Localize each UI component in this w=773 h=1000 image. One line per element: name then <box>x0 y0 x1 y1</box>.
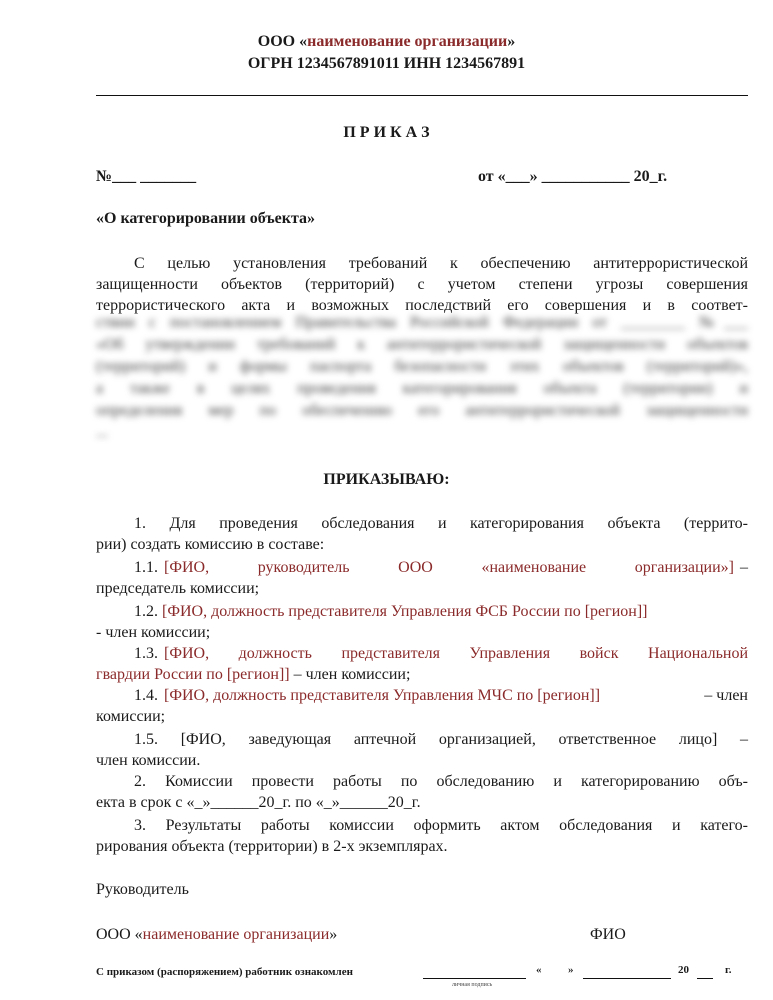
document-title: П Р И К А З <box>343 124 430 141</box>
item-line: 3. Результаты работы комиссии оформить актом обследования и катего- <box>134 817 748 834</box>
member-placeholder: [ФИО, должность представителя Управления ФСБ России по [регион]] <box>162 603 648 620</box>
signatory-organization: ООО «наименование организации» <box>96 926 338 943</box>
item-line: 2. Комиссии провести работы по обследованию и категорированию объ- <box>134 773 748 790</box>
year-suffix: г. <box>725 964 732 976</box>
member-1-1: 1.1. [ФИО, руководитель ООО «наименование организации»] – <box>134 557 748 579</box>
item-line: рии) создать комиссию в составе: <box>96 536 325 553</box>
signature-caption: личная подпись <box>452 982 493 988</box>
item-line: екта в срок с «_»______20_г. по «_»______20_г. <box>96 794 421 811</box>
intro-line: С целью установления требований к обеспечению антитеррористической <box>134 255 748 272</box>
member-1-3-cont: гвардии России по [регион]] – член комиссии; <box>96 666 411 683</box>
organization-name-placeholder: наименование организации <box>142 926 330 943</box>
blurred-line: «Об утверждении требований к антитеррористической защищенности объектов <box>96 336 748 353</box>
signatory-role: Руководитель <box>96 881 189 898</box>
item-line: председатель комиссии; <box>96 580 260 597</box>
blurred-text-block <box>96 312 748 444</box>
month-line <box>583 977 671 979</box>
member-1-2: 1.2. [ФИО, должность представителя Управления ФСБ России по [регион]] <box>134 603 648 620</box>
member-placeholder: гвардии России по [регион]] <box>96 666 290 683</box>
order-date: от «___» ___________ 20_г. <box>478 168 668 185</box>
order-heading: ПРИКАЗЫВАЮ: <box>323 471 450 488</box>
blurred-line: а также в целях проведения категорирования объекта (территории) и <box>96 380 748 397</box>
organization-header: ООО «наименование организации» <box>257 33 516 50</box>
member-placeholder: [ФИО, должность представителя Управления войск Национальной <box>164 645 748 662</box>
item-line: - член комиссии; <box>96 624 211 641</box>
item-line: член комиссии. <box>96 752 201 769</box>
member-1-4: 1.4. [ФИО, должность представителя Управления МЧС по [регион]] – член <box>134 685 748 707</box>
order-number: №___ _______ <box>96 168 197 185</box>
order-subject: «О категорировании объекта» <box>96 210 316 227</box>
registration-ids: ОГРН 1234567891011 ИНН 1234567891 <box>247 55 526 72</box>
member-placeholder: [ФИО, руководитель ООО «наименование организации»] <box>164 559 734 576</box>
intro-line: защищенности объектов (территорий) с учетом степени угрозы совершения <box>96 276 748 293</box>
organization-name-placeholder: наименование организации <box>307 33 508 50</box>
date-close-quote: » <box>568 964 574 976</box>
item-line: комиссии; <box>96 708 166 725</box>
blurred-line: ... <box>96 424 108 441</box>
acknowledgement-text: С приказом (распоряжением) работник ознакомлен <box>96 966 353 978</box>
signatory-fio: ФИО <box>590 926 626 943</box>
header-divider <box>96 95 748 96</box>
date-open-quote: « <box>536 964 542 976</box>
year-line <box>697 977 713 979</box>
signature-line <box>423 977 526 979</box>
intro-line: террористического акта и возможных последствий его совершения и в соответ- <box>96 297 748 314</box>
member-1-5: 1.5. [ФИО, заведующая аптечной организацией, ответственное лицо] – <box>134 731 748 748</box>
year-prefix: 20 <box>678 964 689 976</box>
member-placeholder: [ФИО, должность представителя Управления МЧС по [регион]] <box>164 687 601 704</box>
blurred-line: (территорий) и формы паспорта безопасности этих объектов (территорий)», <box>96 358 748 375</box>
blurred-line: определения мер по обеспечению его антитеррористической защищенности <box>96 402 748 419</box>
item-line: 1. Для проведения обследования и категорирования объекта (террито- <box>134 515 748 532</box>
blurred-line: ствии с постановлением Правительства Российской Федерации от ________ №___ <box>96 314 748 331</box>
item-line: рирования объекта (территории) в 2-х экземплярах. <box>96 838 448 855</box>
member-1-3: 1.3. [ФИО, должность представителя Управления войск Национальной <box>134 643 748 665</box>
acknowledgement-line <box>96 964 353 979</box>
